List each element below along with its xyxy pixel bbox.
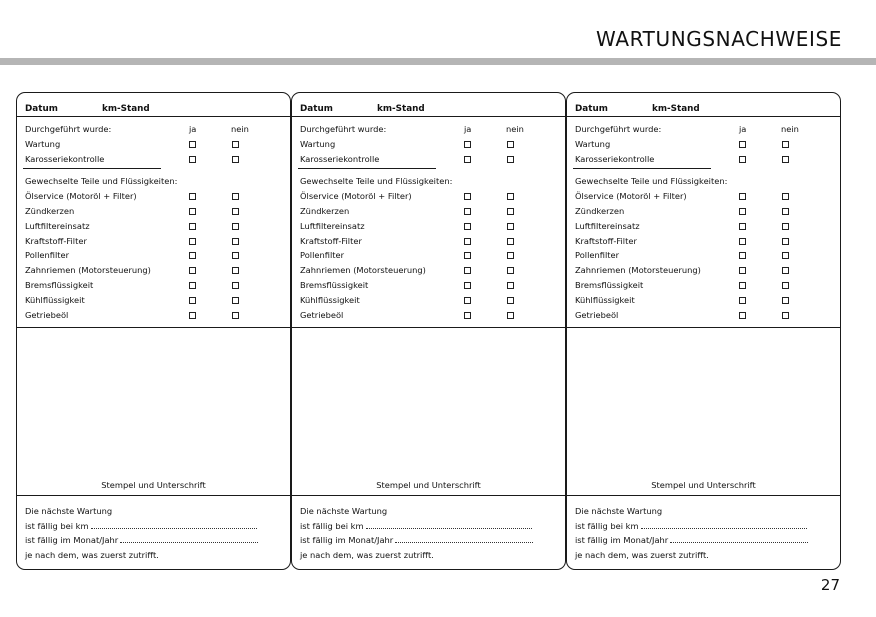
nein-checkbox[interactable] (232, 297, 239, 304)
performed-item-label: Wartung (300, 138, 336, 149)
ja-checkbox[interactable] (739, 238, 746, 245)
parts-item-row (17, 263, 290, 278)
parts-header-row (17, 174, 290, 189)
parts-item-label: Kraftstoff-Filter (575, 235, 637, 246)
nein-checkbox[interactable] (232, 267, 239, 274)
km-stand-label: km-Stand (102, 104, 150, 114)
ja-checkbox[interactable] (739, 156, 746, 163)
parts-item-row (17, 278, 290, 293)
parts-item-row (17, 308, 290, 323)
parts-item-label: Luftfiltereinsatz (575, 220, 640, 231)
nein-checkbox[interactable] (507, 267, 514, 274)
performed-item-label: Karosseriekontrolle (300, 153, 380, 164)
nein-checkbox[interactable] (507, 312, 514, 319)
nein-label: nein (231, 124, 249, 134)
ja-checkbox[interactable] (464, 267, 471, 274)
maintenance-card-1 (16, 92, 291, 570)
ja-checkbox[interactable] (189, 282, 196, 289)
performed-item-row (292, 137, 565, 152)
parts-item-row (567, 278, 840, 293)
parts-item-label: Bremsflüssigkeit (575, 279, 644, 290)
performed-item-row (17, 152, 290, 167)
ja-checkbox[interactable] (189, 193, 196, 200)
parts-item-row (17, 189, 290, 204)
performed-item-row (292, 152, 565, 167)
parts-item-row (292, 278, 565, 293)
due-km-label: ist fällig bei km (300, 520, 364, 531)
parts-item-row (567, 293, 840, 308)
ja-checkbox[interactable] (739, 193, 746, 200)
parts-label: Gewechselte Teile und Flüssigkeiten: (25, 176, 178, 187)
maintenance-card-3 (566, 92, 841, 570)
card-header (567, 93, 840, 117)
parts-item-row (567, 234, 840, 249)
nein-checkbox[interactable] (232, 238, 239, 245)
parts-item-row (292, 189, 565, 204)
due-date-label: ist fällig im Monat/Jahr (300, 535, 394, 545)
nein-checkbox[interactable] (782, 193, 789, 200)
parts-item-label: Luftfiltereinsatz (25, 220, 90, 231)
nein-checkbox[interactable] (507, 223, 514, 230)
performed-item-label: Wartung (25, 138, 61, 149)
parts-label: Gewechselte Teile und Flüssigkeiten: (300, 176, 453, 187)
nein-checkbox[interactable] (507, 193, 514, 200)
parts-item-label: Kühlflüssigkeit (25, 294, 85, 305)
due-date-label: ist fällig im Monat/Jahr (25, 535, 119, 545)
ja-checkbox[interactable] (189, 267, 196, 274)
nein-checkbox[interactable] (782, 208, 789, 215)
nein-checkbox[interactable] (782, 252, 789, 259)
parts-item-row (292, 204, 565, 219)
ja-checkbox[interactable] (739, 312, 746, 319)
ja-checkbox[interactable] (739, 282, 746, 289)
nein-checkbox[interactable] (507, 208, 514, 215)
next-service-section (17, 504, 290, 562)
ja-checkbox[interactable] (464, 208, 471, 215)
ja-checkbox[interactable] (739, 267, 746, 274)
ja-checkbox[interactable] (464, 297, 471, 304)
ja-checkbox[interactable] (739, 252, 746, 259)
ja-checkbox[interactable] (464, 238, 471, 245)
ja-checkbox[interactable] (464, 193, 471, 200)
nein-checkbox[interactable] (232, 156, 239, 163)
parts-item-row (567, 263, 840, 278)
parts-item-label: Zahnriemen (Motorsteuerung) (300, 265, 426, 276)
nein-checkbox[interactable] (507, 141, 514, 148)
performed-item-row (567, 152, 840, 167)
nein-checkbox[interactable] (782, 223, 789, 230)
due-km-field[interactable] (91, 520, 257, 529)
parts-item-label: Kraftstoff-Filter (25, 235, 87, 246)
parts-item-row (17, 234, 290, 249)
page-number: 27 (820, 576, 840, 594)
parts-item-label: Ölservice (Motoröl + Filter) (575, 191, 687, 202)
nein-checkbox[interactable] (782, 156, 789, 163)
performed-header-row (17, 122, 290, 137)
km-stand-label: km-Stand (652, 104, 700, 114)
ja-label: ja (464, 124, 472, 134)
next-service-title: Die nächste Wartung (300, 506, 388, 516)
nein-checkbox[interactable] (232, 193, 239, 200)
nein-checkbox[interactable] (507, 297, 514, 304)
parts-item-label: Getriebeöl (300, 309, 344, 320)
nein-label: nein (506, 124, 524, 134)
parts-item-label: Zündkerzen (300, 205, 350, 216)
ja-checkbox[interactable] (189, 252, 196, 259)
next-service-title: Die nächste Wartung (575, 506, 663, 516)
due-date-field[interactable] (120, 534, 258, 543)
ja-checkbox[interactable] (464, 282, 471, 289)
nein-label: nein (781, 124, 799, 134)
card-header (292, 93, 565, 117)
parts-item-row (17, 293, 290, 308)
due-date-field[interactable] (395, 534, 533, 543)
whichever-note: je nach dem, was zuerst zutrifft. (25, 549, 159, 560)
card-header (17, 93, 290, 117)
parts-item-label: Zündkerzen (25, 205, 75, 216)
ja-checkbox[interactable] (189, 238, 196, 245)
parts-item-row (17, 219, 290, 234)
nein-checkbox[interactable] (782, 267, 789, 274)
performed-label: Durchgeführt wurde: (300, 124, 387, 134)
parts-item-label: Kühlflüssigkeit (575, 294, 635, 305)
performed-item-row (17, 137, 290, 152)
ja-checkbox[interactable] (739, 141, 746, 148)
section-divider (573, 168, 711, 169)
due-date-field[interactable] (670, 534, 808, 543)
parts-item-row (567, 189, 840, 204)
ja-checkbox[interactable] (189, 223, 196, 230)
ja-checkbox[interactable] (739, 208, 746, 215)
nein-checkbox[interactable] (782, 238, 789, 245)
ja-checkbox[interactable] (739, 297, 746, 304)
parts-item-row (292, 263, 565, 278)
due-date-label: ist fällig im Monat/Jahr (575, 535, 669, 545)
stamp-signature-area[interactable] (292, 327, 565, 496)
ja-checkbox[interactable] (464, 252, 471, 259)
whichever-note: je nach dem, was zuerst zutrifft. (575, 549, 709, 560)
km-stand-label: km-Stand (377, 104, 425, 114)
parts-item-label: Luftfiltereinsatz (300, 220, 365, 231)
due-km-label: ist fällig bei km (25, 520, 89, 531)
parts-item-label: Ölservice (Motoröl + Filter) (25, 191, 137, 202)
parts-header-row (292, 174, 565, 189)
parts-item-label: Zündkerzen (575, 205, 625, 216)
performed-label: Durchgeführt wurde: (25, 124, 112, 134)
stamp-signature-area[interactable] (567, 327, 840, 496)
ja-label: ja (739, 124, 747, 134)
parts-item-row (292, 234, 565, 249)
ja-checkbox[interactable] (464, 312, 471, 319)
stamp-label: Stempel und Unterschrift (376, 480, 481, 490)
ja-checkbox[interactable] (189, 141, 196, 148)
due-km-label: ist fällig bei km (575, 520, 639, 531)
parts-item-row (292, 219, 565, 234)
nein-checkbox[interactable] (232, 282, 239, 289)
due-km-field[interactable] (366, 520, 532, 529)
datum-label: Datum (300, 104, 333, 114)
nein-checkbox[interactable] (232, 208, 239, 215)
ja-checkbox[interactable] (739, 223, 746, 230)
parts-item-label: Bremsflüssigkeit (300, 279, 369, 290)
datum-label: Datum (575, 104, 608, 114)
stamp-label: Stempel und Unterschrift (651, 480, 756, 490)
performed-item-row (567, 137, 840, 152)
parts-item-label: Getriebeöl (25, 309, 69, 320)
ja-checkbox[interactable] (464, 141, 471, 148)
nein-checkbox[interactable] (507, 156, 514, 163)
nein-checkbox[interactable] (232, 223, 239, 230)
parts-item-label: Pollenfilter (575, 250, 620, 261)
nein-checkbox[interactable] (232, 252, 239, 259)
parts-item-label: Zahnriemen (Motorsteuerung) (575, 265, 701, 276)
parts-item-label: Pollenfilter (25, 250, 70, 261)
parts-item-label: Kühlflüssigkeit (300, 294, 360, 305)
parts-item-label: Getriebeöl (575, 309, 619, 320)
ja-checkbox[interactable] (464, 223, 471, 230)
due-km-field[interactable] (641, 520, 807, 529)
nein-checkbox[interactable] (507, 238, 514, 245)
parts-item-label: Pollenfilter (300, 250, 345, 261)
ja-checkbox[interactable] (189, 208, 196, 215)
next-service-section (292, 504, 565, 562)
performed-item-label: Karosseriekontrolle (575, 153, 655, 164)
performed-item-label: Karosseriekontrolle (25, 153, 105, 164)
next-service-section (567, 504, 840, 562)
parts-item-row (567, 248, 840, 263)
maintenance-card-2 (291, 92, 566, 570)
parts-item-row (292, 248, 565, 263)
nein-checkbox[interactable] (782, 141, 789, 148)
performed-label: Durchgeführt wurde: (575, 124, 662, 134)
datum-label: Datum (25, 104, 58, 114)
parts-label: Gewechselte Teile und Flüssigkeiten: (575, 176, 728, 187)
parts-item-row (567, 204, 840, 219)
nein-checkbox[interactable] (232, 141, 239, 148)
parts-item-row (292, 308, 565, 323)
section-divider (298, 168, 436, 169)
nein-checkbox[interactable] (782, 282, 789, 289)
performed-header-row (567, 122, 840, 137)
ja-label: ja (189, 124, 197, 134)
nein-checkbox[interactable] (507, 252, 514, 259)
performed-item-label: Wartung (575, 138, 611, 149)
parts-item-row (17, 204, 290, 219)
whichever-note: je nach dem, was zuerst zutrifft. (300, 549, 434, 560)
parts-item-row (567, 219, 840, 234)
nein-checkbox[interactable] (782, 297, 789, 304)
parts-item-label: Ölservice (Motoröl + Filter) (300, 191, 412, 202)
parts-item-row (567, 308, 840, 323)
parts-item-row (292, 293, 565, 308)
section-divider (23, 168, 161, 169)
stamp-label: Stempel und Unterschrift (101, 480, 206, 490)
performed-header-row (292, 122, 565, 137)
parts-item-row (17, 248, 290, 263)
header-rule (0, 58, 876, 65)
nein-checkbox[interactable] (232, 312, 239, 319)
parts-header-row (567, 174, 840, 189)
parts-item-label: Kraftstoff-Filter (300, 235, 362, 246)
nein-checkbox[interactable] (782, 312, 789, 319)
next-service-title: Die nächste Wartung (25, 506, 113, 516)
ja-checkbox[interactable] (189, 312, 196, 319)
nein-checkbox[interactable] (507, 282, 514, 289)
parts-item-label: Zahnriemen (Motorsteuerung) (25, 265, 151, 276)
stamp-signature-area[interactable] (17, 327, 290, 496)
ja-checkbox[interactable] (189, 297, 196, 304)
page-title: WARTUNGSNACHWEISE (596, 27, 842, 51)
ja-checkbox[interactable] (464, 156, 471, 163)
ja-checkbox[interactable] (189, 156, 196, 163)
parts-item-label: Bremsflüssigkeit (25, 279, 94, 290)
